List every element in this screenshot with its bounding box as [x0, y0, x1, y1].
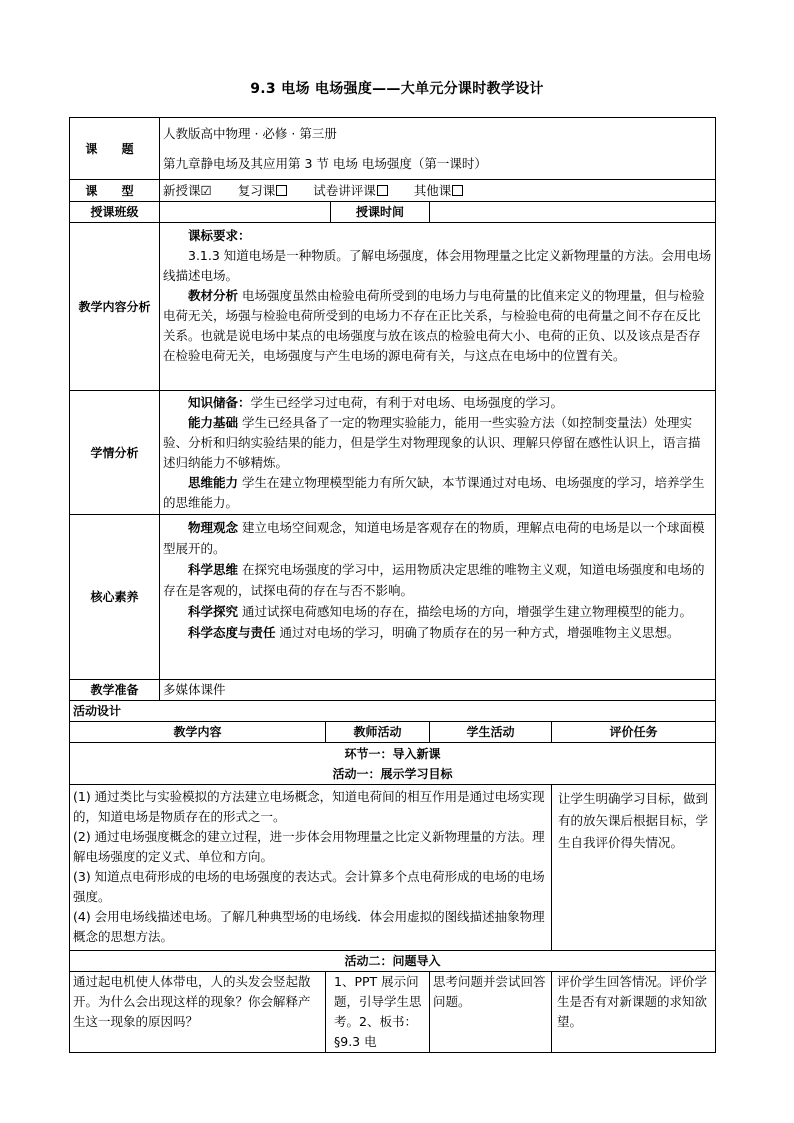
goal-item-4: (4) 会用电场线描述电场。了解几种典型场的电场线．体会用虚拟的图线描述抽象物理概念的思想方法。 [73, 909, 545, 944]
preparation-row [70, 680, 716, 701]
material-text: 电场强度虽然由检验电荷所受到的电场力与电荷量的比值来定义的物理量，但与检验电荷无关，场强与检验电荷所受到的电场力不存在正比关系，与检验电荷的电荷量之间不存在反比关系。也就是说电场中某点的电场强度与放在该点的检验电荷大小、电荷的正负、以及该点是否存在检验电荷无关，电场强度与产生电场的源电荷有关，与这点在电场中的位置有关。 [163, 288, 705, 363]
header-eval: 评价任务 [552, 722, 716, 743]
literacy-item-thinking: 科学思维 在探究电场强度的学习中，运用物质决定思维的唯物主义观，知道电场强度和电场的存在是客观的，试探电荷的存在与否不影响。 [163, 562, 705, 598]
student-analysis-body [160, 391, 716, 515]
activity2-student: 思考问题并尝试回答问题。 [430, 972, 552, 1053]
material-paragraph [163, 286, 712, 366]
literacy-item-attitude: 科学态度与责任 通过对电场的学习，明确了物质存在的另一种方式，增强唯物主义思想。 [188, 625, 680, 640]
student-item-ability: 能力基础 学生已经具备了一定的物理实验能力，能用一些实验方法（如控制变量法）处理实验、分析和归纳实验结果的能力，但是学生对物理现象的认识、理解只停留在感性认识上，语言描述归纳能力不够精炼。 [163, 415, 701, 470]
core-literacy-body [160, 515, 716, 680]
activity2-teacher: 1、PPT 展示问题，引导学生思考。2、板书：§9.3 电 [326, 972, 430, 1053]
time-label: 授课时间 [331, 202, 430, 223]
page-title: 9.3 电场 电场强度——大单元分课时教学设计 [250, 81, 544, 97]
lesson-type-options [160, 180, 716, 202]
section1-heading: 环节一：导入新课 [344, 746, 441, 761]
class-row [70, 202, 716, 223]
course-label: 课 题 [70, 118, 160, 180]
lesson-type-other: 其他课 [413, 182, 452, 198]
standard-title: 课标要求： [188, 228, 251, 243]
activity-design-row [70, 701, 716, 722]
content-analysis-row [70, 223, 716, 391]
class-value [160, 202, 331, 223]
lesson-type-new: 新授课☑ [163, 182, 212, 198]
activity-design-label: 活动设计 [70, 701, 716, 722]
goals-eval: 让学生明确学习目标，做到有的放矢课后根据目标，学生自我评价得失情况。 [552, 785, 716, 951]
student-analysis-row [70, 391, 716, 515]
header-teacher: 教师活动 [326, 722, 430, 743]
checkbox-icon [276, 185, 287, 196]
goal-item-2: (2) 通过电场强度概念的建立过程，进一步体会用物理量之比定义新物理量的方法。理解电场强度的定义式、单位和方向。 [73, 829, 545, 864]
lesson-type-row [70, 180, 716, 202]
content-analysis-body [160, 223, 716, 391]
checkbox-icon [452, 185, 463, 196]
goals-row [70, 785, 716, 951]
checkbox-icon [377, 185, 388, 196]
literacy-item-inquiry: 科学探究 通过试探电荷感知电场的存在，描绘电场的方向，增强学生建立物理模型的能力。 [188, 604, 693, 619]
activity-header-row [70, 722, 716, 743]
core-literacy-label: 核心素养 [70, 515, 160, 680]
content-analysis-label: 教学内容分析 [70, 223, 160, 391]
standard-text: 3.1.3 知道电场是一种物质。了解电场强度，体会用物理量之比定义新物理量的方法。会用电场线描述电场。 [163, 248, 712, 283]
goal-item-3: (3) 知道点电荷形成的电场的电场强度的表达式。会计算多个点电荷形成的电场的电场强度。 [73, 869, 545, 904]
section1-title-row [70, 743, 716, 785]
student-analysis-label: 学情分析 [70, 391, 160, 515]
lesson-type-review: 复习课 [237, 182, 276, 198]
activity2-row [70, 972, 716, 1053]
lesson-type-label: 课 型 [70, 180, 160, 202]
activity2-eval: 评价学生回答情况。评价学生是否有对新课题的求知欲望。 [552, 972, 716, 1053]
time-value [430, 202, 716, 223]
activity1-heading: 活动一：展示学习目标 [332, 766, 453, 781]
header-student: 学生活动 [430, 722, 552, 743]
section1-title [70, 743, 716, 785]
course-line2: 第九章静电场及其应用第 3 节 电场 电场强度（第一课时） [163, 155, 487, 171]
material-title: 教材分析 [188, 288, 239, 303]
activity2-content: 通过起电机使人体带电，人的头发会竖起散开。为什么会出现这样的现象？你会解释产生这一现象的原因吗？ [70, 972, 326, 1053]
lesson-type-exam: 试卷讲评课 [313, 182, 376, 198]
class-label: 授课班级 [70, 202, 160, 223]
student-item-thinking: 思维能力 学生在建立物理模型能力有所欠缺，本节课通过对电场、电场强度的学习，培养学生的思维能力。 [163, 475, 705, 510]
activity2-heading: 活动二：问题导入 [70, 951, 716, 972]
course-line1: 人教版高中物理 · 必修 · 第三册 [163, 125, 337, 141]
student-item-knowledge: 知识储备：学生已经学习过电荷，有利于对电场、电场强度的学习。 [188, 395, 564, 410]
core-literacy-row [70, 515, 716, 680]
lesson-plan-table [69, 117, 716, 1053]
goals-cell [70, 785, 552, 951]
activity2-title-row [70, 951, 716, 972]
course-row [70, 118, 716, 180]
header-content: 教学内容 [70, 722, 326, 743]
preparation-label: 教学准备 [70, 680, 160, 701]
preparation-value: 多媒体课件 [160, 680, 716, 701]
goal-item-1: (1) 通过类比与实验模拟的方法建立电场概念，知道电荷间的相互作用是通过电场实现的，知道电场是物质存在的形式之一。 [73, 789, 545, 824]
course-value [160, 118, 716, 180]
literacy-item-concept: 物理观念 建立电场空间观念，知道电场是客观存在的物质，理解点电荷的电场是以一个球面模型展开的。 [163, 520, 705, 556]
